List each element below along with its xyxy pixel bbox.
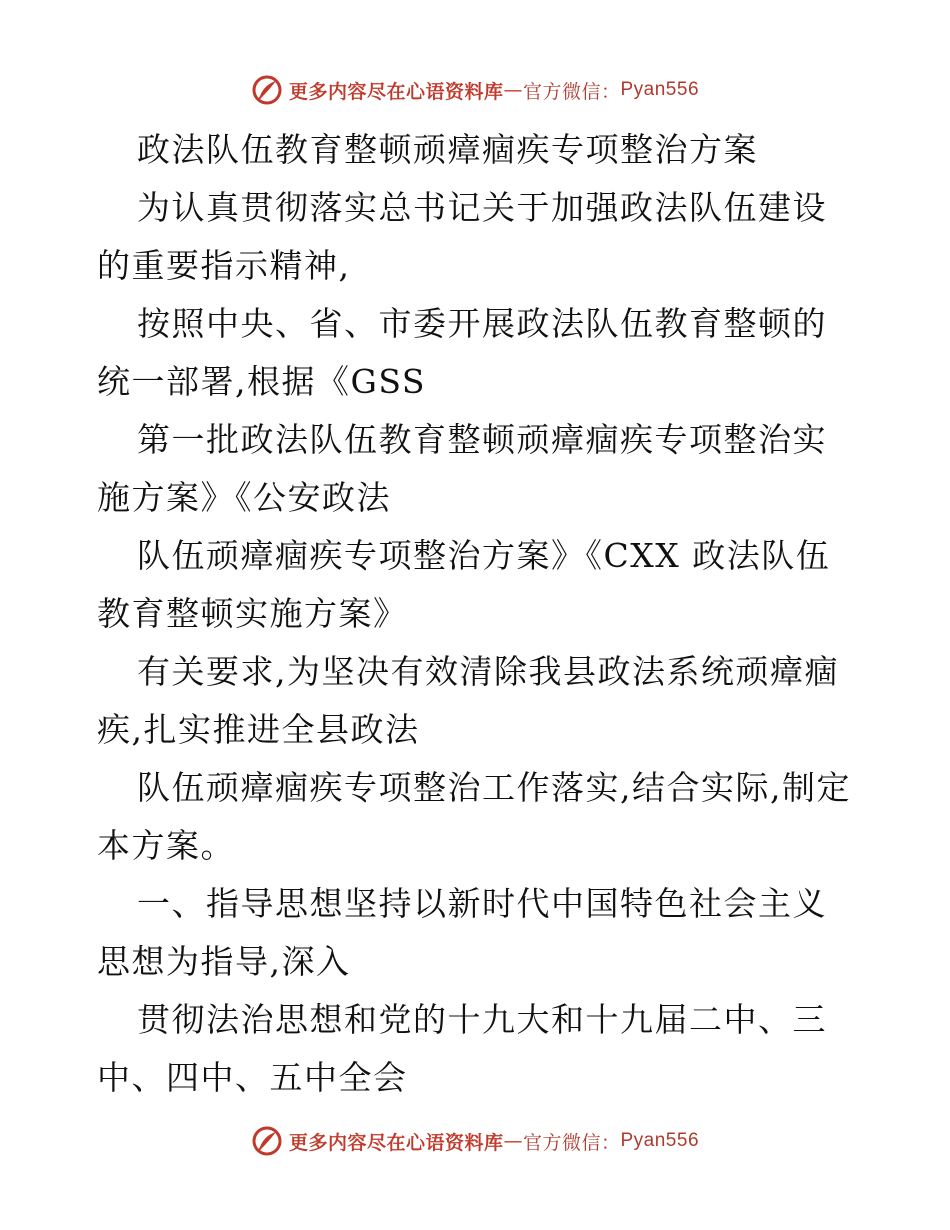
paragraph-5: 有关要求,为坚决有效清除我县政法系统顽瘴痼疾,扎实推进全县政法 [97, 652, 839, 749]
banner-main-text: 更多内容尽在心语资料库 [288, 80, 504, 103]
banner-official-label: 官方微信： [522, 80, 621, 103]
paragraph-7: 一、指导思想坚持以新时代中国特色社会主义思想为指导,深入 [97, 884, 827, 981]
paragraph-2: 按照中央、省、市委开展政法队伍教育整顿的统一部署,根据《GSS [97, 304, 827, 401]
banner-wechat-id: Pyan556 [620, 79, 700, 100]
document-title: 政法队伍教育整顿顽瘴痼疾专项整治方案 [137, 130, 758, 169]
header-banner [0, 70, 950, 110]
banner-dash: — [503, 1130, 523, 1152]
paragraph-4: 队伍顽瘴痼疾专项整治方案》《CXX 政法队伍教育整顿实施方案》 [97, 536, 831, 633]
paragraph-1: 为认真贯彻落实总书记关于加强政法队伍建设的重要指示精神, [97, 188, 827, 285]
feather-logo-icon [251, 1125, 283, 1157]
banner-wechat-id: Pyan556 [620, 1130, 700, 1151]
paragraph-8: 贯彻法治思想和党的十九大和十九届二中、三中、四中、五中全会 [97, 1000, 827, 1097]
paragraph-3: 第一批政法队伍教育整顿顽瘴痼疾专项整治实施方案》《公安政法 [97, 420, 827, 517]
feather-logo-icon [251, 74, 283, 106]
footer-banner [0, 1121, 950, 1161]
banner-dash: — [503, 79, 523, 101]
paragraph-6: 队伍顽瘴痼疾专项整治工作落实,结合实际,制定本方案。 [97, 768, 851, 865]
document-body [97, 121, 857, 1107]
banner-official-label: 官方微信： [522, 1131, 621, 1154]
banner-main-text: 更多内容尽在心语资料库 [288, 1131, 504, 1154]
